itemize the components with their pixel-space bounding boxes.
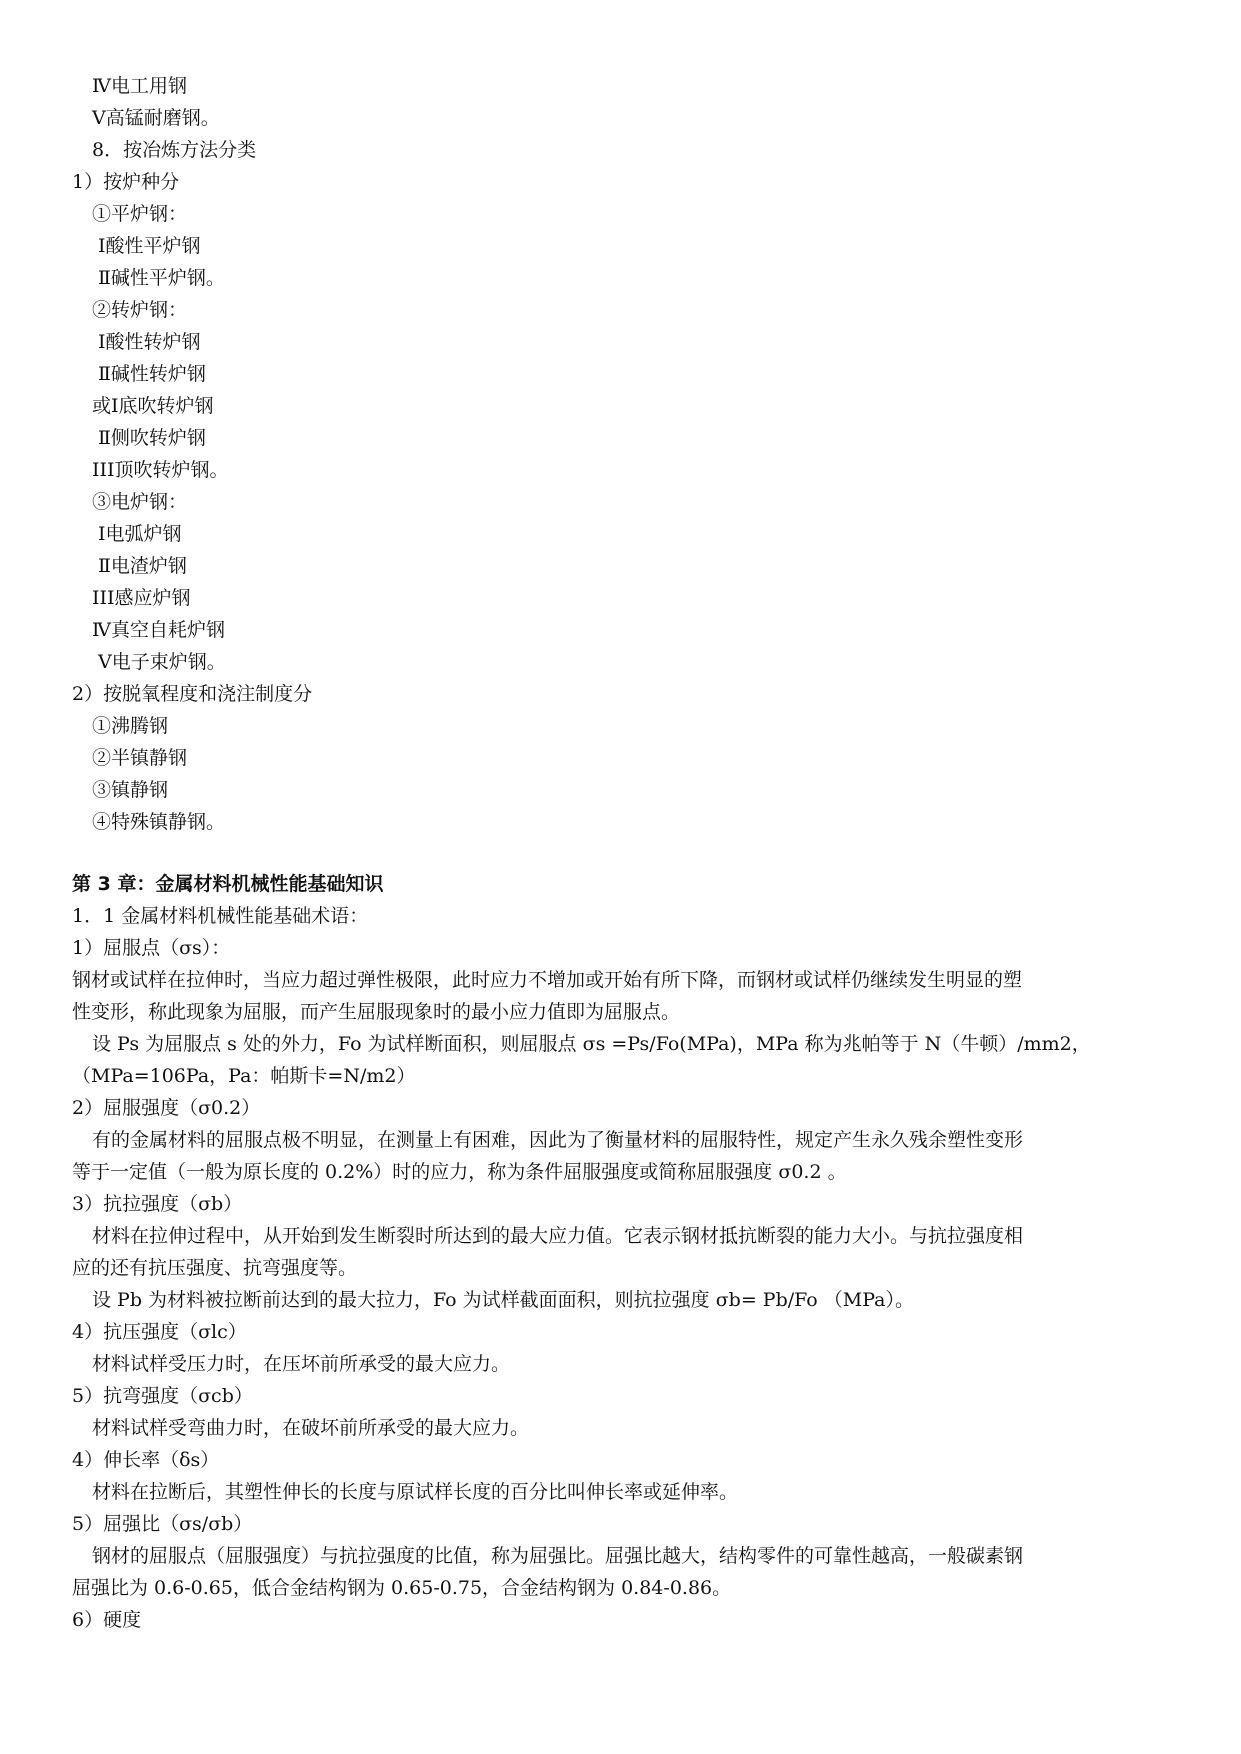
text-line: Ⅰ电弧炉钢 bbox=[98, 523, 182, 545]
text-line: 2）按脱氧程度和浇注制度分 bbox=[72, 683, 313, 705]
text-line: 材料试样受弯曲力时，在破坏前所承受的最大应力。 bbox=[92, 1417, 530, 1439]
text-line: 材料在拉断后，其塑性伸长的长度与原试样长度的百分比叫伸长率或延伸率。 bbox=[92, 1481, 739, 1503]
text-line: 钢材或试样在拉伸时，当应力超过弹性极限，此时应力不增加或开始有所下降，而钢材或试样仍继续发生明显的塑 bbox=[72, 969, 1023, 991]
text-line: （MPa=106Pa，Pa：帕斯卡=N/m2） bbox=[72, 1065, 416, 1087]
text-line: 4）抗压强度（σlc） bbox=[72, 1321, 247, 1343]
text-line: Ⅱ碱性平炉钢。 bbox=[98, 267, 225, 289]
text-line: 5）屈强比（σs/σb） bbox=[72, 1513, 253, 1535]
text-line: 1）按炉种分 bbox=[72, 171, 180, 193]
text-line: Ⅰ酸性转炉钢 bbox=[98, 331, 201, 353]
text-line: 2）屈服强度（σ0.2） bbox=[72, 1097, 261, 1119]
text-line: 6）硬度 bbox=[72, 1609, 142, 1631]
text-line: III感应炉钢 bbox=[92, 587, 191, 609]
text-line: ③电炉钢： bbox=[92, 491, 188, 513]
text-line: 屈强比为 0.6-0.65，低合金结构钢为 0.65-0.75，合金结构钢为 0.84-0.86。 bbox=[72, 1577, 732, 1599]
text-line: Ⅱ碱性转炉钢 bbox=[98, 363, 206, 385]
text-line: Ⅰ酸性平炉钢 bbox=[98, 235, 201, 257]
text-line: Ⅱ侧吹转炉钢 bbox=[98, 427, 206, 449]
text-line: 材料试样受压力时，在压坏前所承受的最大应力。 bbox=[92, 1353, 511, 1375]
text-line: 8．按冶炼方法分类 bbox=[92, 139, 257, 161]
section-heading: 1．1 金属材料机械性能基础术语： bbox=[72, 905, 369, 927]
text-line: Ⅳ真空自耗炉钢 bbox=[92, 619, 225, 641]
text-line: 5）抗弯强度（σcb） bbox=[72, 1385, 253, 1407]
text-line: 1）屈服点（σs）： bbox=[72, 937, 231, 959]
text-line: 设 Ps 为屈服点 s 处的外力，Fo 为试样断面积，则屈服点 σs =Ps/Fo(MPa)，MPa 称为兆帕等于 N（牛顿）/mm2， bbox=[92, 1033, 1091, 1055]
text-line: ②转炉钢： bbox=[92, 299, 188, 321]
text-line: ③镇静钢 bbox=[92, 779, 169, 801]
text-line: 材料在拉伸过程中，从开始到发生断裂时所达到的最大应力值。它表示钢材抵抗断裂的能力大小。与抗拉强度相 bbox=[92, 1225, 1024, 1247]
text-line: Ⅳ电工用钢 bbox=[92, 75, 187, 97]
text-line: Ⅴ电子束炉钢。 bbox=[98, 651, 226, 673]
text-line: ④特殊镇静钢。 bbox=[92, 811, 226, 833]
text-line: 钢材的屈服点（屈服强度）与抗拉强度的比值，称为屈强比。屈强比越大，结构零件的可靠性越高，一般碳素钢 bbox=[92, 1545, 1024, 1567]
text-line: ②半镇静钢 bbox=[92, 747, 188, 769]
text-line: 有的金属材料的屈服点极不明显，在测量上有困难，因此为了衡量材料的屈服特性，规定产生永久残余塑性变形 bbox=[92, 1129, 1024, 1151]
text-line: ①平炉钢： bbox=[92, 203, 188, 225]
text-line: Ⅴ高锰耐磨钢。 bbox=[92, 107, 220, 129]
chapter-heading: 第 3 章：金属材料机械性能基础知识 bbox=[72, 873, 384, 895]
text-line: 等于一定值（一般为原长度的 0.2%）时的应力，称为条件屈服强度或简称屈服强度 σ0.2 。 bbox=[72, 1161, 847, 1183]
text-line: 或Ⅰ底吹转炉钢 bbox=[92, 395, 214, 417]
text-line: 4）伸长率（δs） bbox=[72, 1449, 220, 1471]
text-line: 应的还有抗压强度、抗弯强度等。 bbox=[72, 1257, 358, 1279]
text-line: 设 Pb 为材料被拉断前达到的最大拉力，Fo 为试样截面面积，则抗拉强度 σb= Pb/Fo （MPa）。 bbox=[92, 1289, 914, 1311]
text-line: Ⅱ电渣炉钢 bbox=[98, 555, 187, 577]
text-line: ①沸腾钢 bbox=[92, 715, 169, 737]
text-line: 3）抗拉强度（σb） bbox=[72, 1193, 243, 1215]
text-line: 性变形，称此现象为屈服，而产生屈服现象时的最小应力值即为屈服点。 bbox=[72, 1001, 681, 1023]
text-line: III顶吹转炉钢。 bbox=[92, 459, 229, 481]
